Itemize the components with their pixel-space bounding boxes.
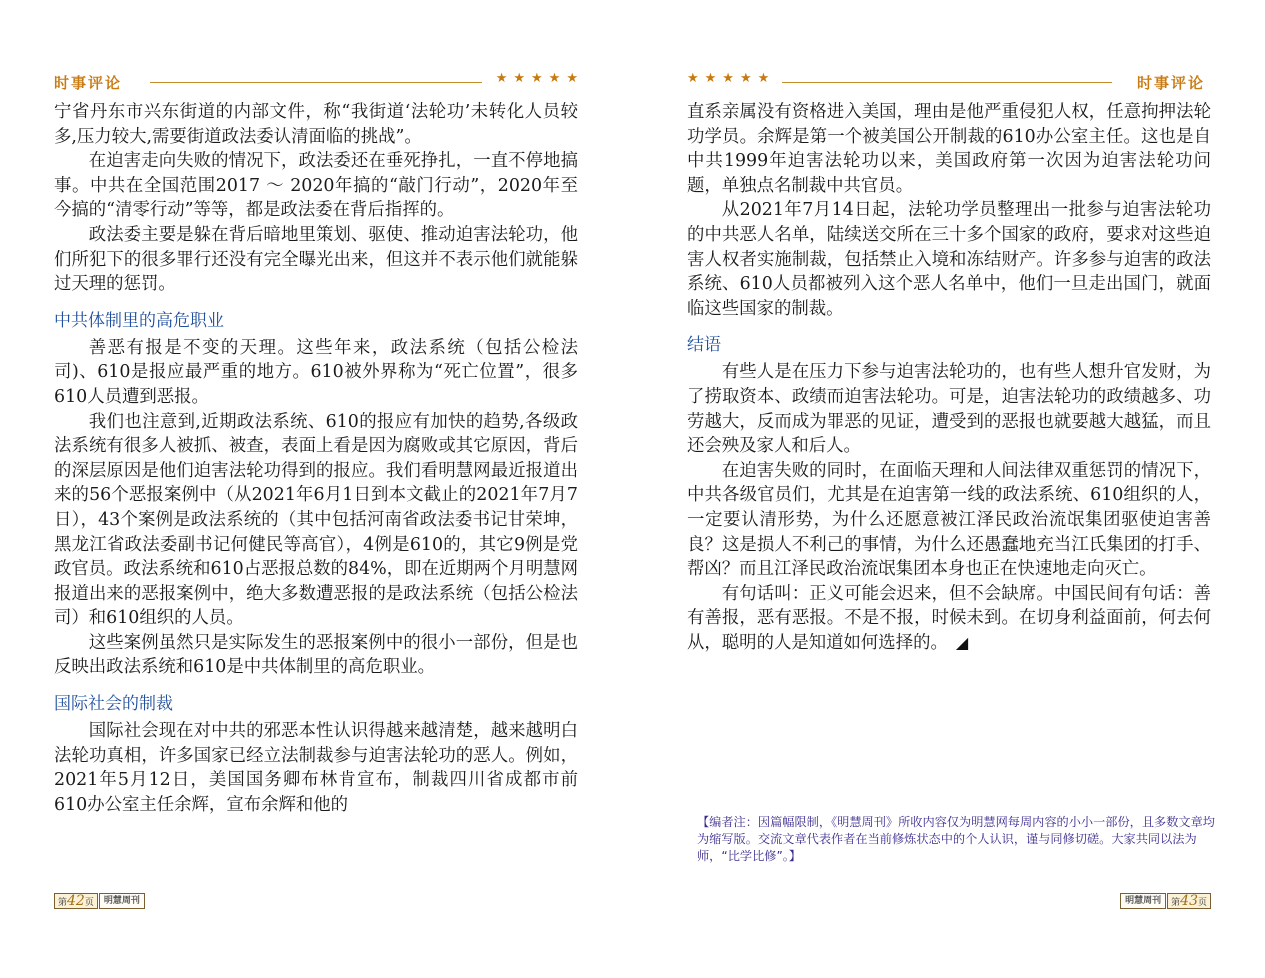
section-heading: 结语: [687, 335, 721, 356]
publication-name: 明慧周刊: [99, 893, 145, 909]
right-header: [687, 72, 1211, 94]
paragraph: 政法委主要是躲在背后暗地里策划、驱使、推动迫害法轮功，他们所犯下的很多罪行还没有完全曝光出来，但这并不表示他们就能躲过天理的惩罚。: [54, 224, 578, 295]
page-number: 第43页: [1167, 893, 1211, 909]
right-article-body: [687, 100, 1211, 655]
left-header: [54, 71, 584, 94]
header-rule: [782, 82, 1112, 83]
section-heading: 中共体制里的高危职业: [54, 310, 224, 331]
paragraph: 有些人是在压力下参与迫害法轮功的，也有些人想升官发财，为了捞取资本、政绩而迫害法轮功。可是，迫害法轮功的政绩越多、功劳越大，反而成为罪恶的见证，遭受到的恶报也就要越大越猛，而且还会殃及家人和后人。: [687, 362, 1211, 457]
paragraph: 我们也注意到,近期政法系统、610的报应有加快的趋势,各级政法系统有很多人被抓、被查，表面上看是因为腐败或其它原因，背后的深层原因是他们迫害法轮功得到的报应。我们看明慧网最近报道出来的56个恶报案例中（从2021年6月1日到本文截止的2021年7月7日），43个案例是政法系统的（其中包括河南省政法委书记甘荣坤，黑龙江省政法委副书记何健民等高官），4例是610的，其它9例是党政官员。政法系统和610占恶报总数的84%，即在近期两个月明慧网报道出来的恶报案例中，绝大多数遭恶报的是政法系统（包括公检法司）和610组织的人员。: [54, 411, 579, 629]
right-page: [687, 0, 1215, 978]
page-number: 第42页: [54, 893, 98, 909]
paragraph: 从2021年7月14日起，法轮功学员整理出一批参与迫害法轮功的中共恶人名单，陆续送交所在三十多个国家的政府，要求对这些迫害人权者实施制裁，包括禁止入境和冻结财产。许多参与迫害的政法系统、610人员都被列入这个恶人名单中，他们一旦走出国门，就面临这些国家的制裁。: [687, 200, 1211, 319]
paragraph: [687, 582, 1211, 656]
section-heading: 国际社会的制裁: [54, 694, 173, 715]
left-article-body: [54, 100, 578, 817]
left-page: [54, 0, 584, 978]
paragraph: 在迫害走向失败的情况下，政法委还在垂死挣扎，一直不停地搞事。中共在全国范围2017 ～ 2020年搞的“敲门行动”，2020年至今搞的“清零行动”等等，都是政法委在背后指挥的。: [54, 151, 578, 221]
paragraph-text: 有句话叫：正义可能会迟来，但不会缺席。中国民间有句话：善有善报，恶有恶报。不是不报，时候未到。在切身利益面前，何去何从，聪明的人是知道如何选择的。: [687, 583, 1211, 653]
end-mark-icon: ◢: [955, 632, 969, 652]
section-title: 时事评论: [1136, 74, 1205, 92]
right-footer: [1119, 893, 1211, 908]
paragraph: 直系亲属没有资格进入美国，理由是他严重侵犯人权，任意拘押法轮功学员。余辉是第一个被美国公开制裁的610办公室主任。这也是自中共1999年迫害法轮功以来，美国政府第一次因为迫害法轮功问题，单独点名制裁中共官员。: [687, 102, 1211, 196]
publication-name: 明慧周刊: [1120, 893, 1166, 909]
header-stars: ★★★★★: [687, 71, 776, 86]
paragraph: 在迫害失败的同时，在面临天理和人间法律双重惩罚的情况下，中共各级官员们，尤其是在迫害第一线的政法系统、610组织的人，一定要认清形势，为什么还愿意被江泽民政治流氓集团驱使迫害善良？这是损人不利己的事情，为什么还愚蠢地充当江氏集团的打手、帮凶？而且江泽民政治流氓集团本身也正在快速地走向灭亡。: [687, 460, 1211, 580]
editor-note: 【编者注：因篇幅限制，《明慧周刊》所收内容仅为明慧网每周内容的小小一部份，且多数文章均为缩写版。交流文章代表作者在当前修炼状态中的个人认识，谨与同修切磋。大家共同以法为师，“比学比修”。】: [697, 815, 1215, 863]
section-title: 时事评论: [54, 74, 123, 92]
paragraph: 国际社会现在对中共的邪恶本性认识得越来越清楚，越来越明白法轮功真相，许多国家已经立法制裁参与迫害法轮功的恶人。例如，2021年5月12日，美国国务卿布林肯宣布，制裁四川省成都市前610办公室主任余辉，宣布余辉和他的: [54, 721, 578, 815]
paragraph: 善恶有报是不变的天理。这些年来，政法系统（包括公检法司)、610是报应最严重的地方。610被外界称为“死亡位置”，很多610人员遭到恶报。: [54, 337, 578, 407]
paragraph: 这些案例虽然只是实际发生的恶报案例中的很小一部份，但是也反映出政法系统和610是中共体制里的高危职业。: [54, 632, 578, 678]
header-rule: [150, 82, 482, 83]
header-stars: ★★★★★: [495, 71, 584, 86]
left-footer: [54, 893, 146, 908]
paragraph: 宁省丹东市兴东街道的内部文件，称“我街道‘法轮功’未转化人员较多,压力较大,需要街道政法委认清面临的挑战”。: [54, 102, 578, 147]
